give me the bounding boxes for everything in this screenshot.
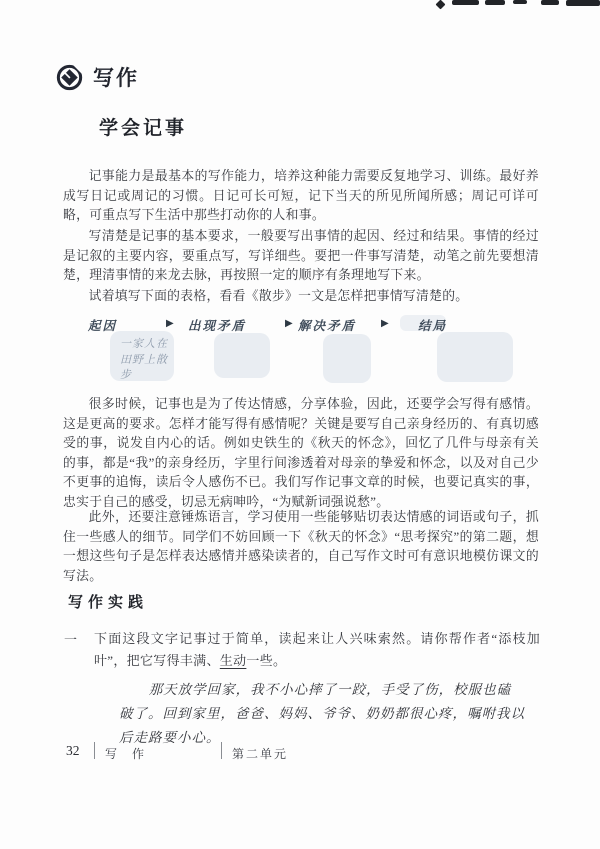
page-footer (0, 742, 600, 762)
practice-item-marker: 一 (64, 632, 78, 647)
footer-divider (221, 742, 222, 759)
footer-divider (94, 742, 95, 759)
answer-box-ending[interactable] (437, 332, 513, 382)
paragraph-3: 试着填写下面的表格，看看《散步》一文是怎样把事情写清楚的。 (88, 289, 469, 303)
section-label: 写作 (93, 67, 139, 90)
scan-artifact (566, 0, 600, 6)
section-header (56, 62, 139, 92)
pen-nib-circle-icon (56, 64, 83, 91)
paragraph-2: 写清楚是记事的基本要求，一般要写出事情的起因、经过和结果。事情的经过是记叙的主要内容，要重点写，写详细些。要把一件事写清楚，动笔之前先要想清楚，理清事情的来龙去脉，再按照一定的顺序有条理地写下来。 (63, 229, 539, 283)
scan-artifact (436, 0, 446, 9)
practice-item-text (94, 628, 540, 671)
practice-section-heading: 写作实践 (68, 594, 149, 611)
practice-text-underlined: 生动 (219, 652, 247, 668)
scan-artifact (485, 0, 505, 5)
scan-artifact (452, 0, 479, 5)
practice-sample-text: 那天放学回家，我不小心摔了一跤，手受了伤，校服也磕破了。回到家里，爸爸、妈妈、爷爷、奶奶都很心疼，嘱咐我以后走路要小心。 (119, 682, 525, 745)
stage-label-resolution: 解决矛盾 (298, 319, 357, 333)
paragraph-1: 记事能力是最基本的写作能力，培养这种能力需要反复地学习、训练。最好养成写日记或周记的习惯。日记可长可短，记下当天的所见所闻所感；周记可详可略，可重点写下生活中那些打动你的人和事。 (63, 169, 539, 223)
practice-text-part1: 下面这段文字记事过于简单，读起来让人兴味索然。请你帮作者“添枝加叶”，把它写得丰满、 (94, 631, 540, 668)
stage-label-cause: 起因 (88, 319, 118, 333)
arrow-right-icon: ▶ (381, 318, 389, 329)
footer-unit-label: 第二单元 (232, 747, 289, 761)
arrow-right-icon: ▶ (166, 318, 174, 329)
page-title: 学会记事 (99, 118, 188, 139)
story-structure-flowchart (0, 308, 600, 392)
footer-page-number: 32 (66, 743, 80, 758)
footer-section-label: 写 作 (105, 747, 151, 761)
arrow-right-icon: ▶ (285, 318, 293, 329)
answer-box-resolution[interactable] (323, 334, 371, 383)
paragraph-4: 很多时候，记事也是为了传达情感，分享体验，因此，还要学会写得有感情。这是更高的要求。怎样才能写得有感情呢？关键是要写自己亲身经历的、有真切感受的事，说发自内心的话。例如史铁生的《秋天的怀念》，回忆了几件与母亲有关的事，都是“我”的亲身经历，字里行间渗透着对母亲的挚爱和怀念，以及对自己少不更事的追悔，读后令人感伤不已。我们写作记事文章的时候，也要记真实的事，忠实于自己的感受，切忌无病呻吟，“为赋新词强说愁”。 (63, 397, 539, 509)
paragraph-5: 此外，还要注意锤炼语言，学习使用一些能够贴切表达情感的词语或句子，抓住一些感人的细节。同学们不妨回顾一下《秋天的怀念》“思考探究”的第二题，想一想这些句子是怎样表达感情并感染读者的，自己写作文时可有意识地模仿课文的写法。 (63, 510, 539, 583)
scan-artifact (541, 0, 559, 5)
stage-label-ending: 结局 (418, 319, 448, 333)
stage-label-conflict: 出现矛盾 (188, 319, 247, 333)
answer-text-cause[interactable]: 一家人在田野上散步 (120, 338, 168, 381)
practice-text-part3: 一些。 (246, 652, 287, 668)
answer-box-conflict[interactable] (214, 333, 270, 378)
scan-artifact (513, 0, 527, 4)
